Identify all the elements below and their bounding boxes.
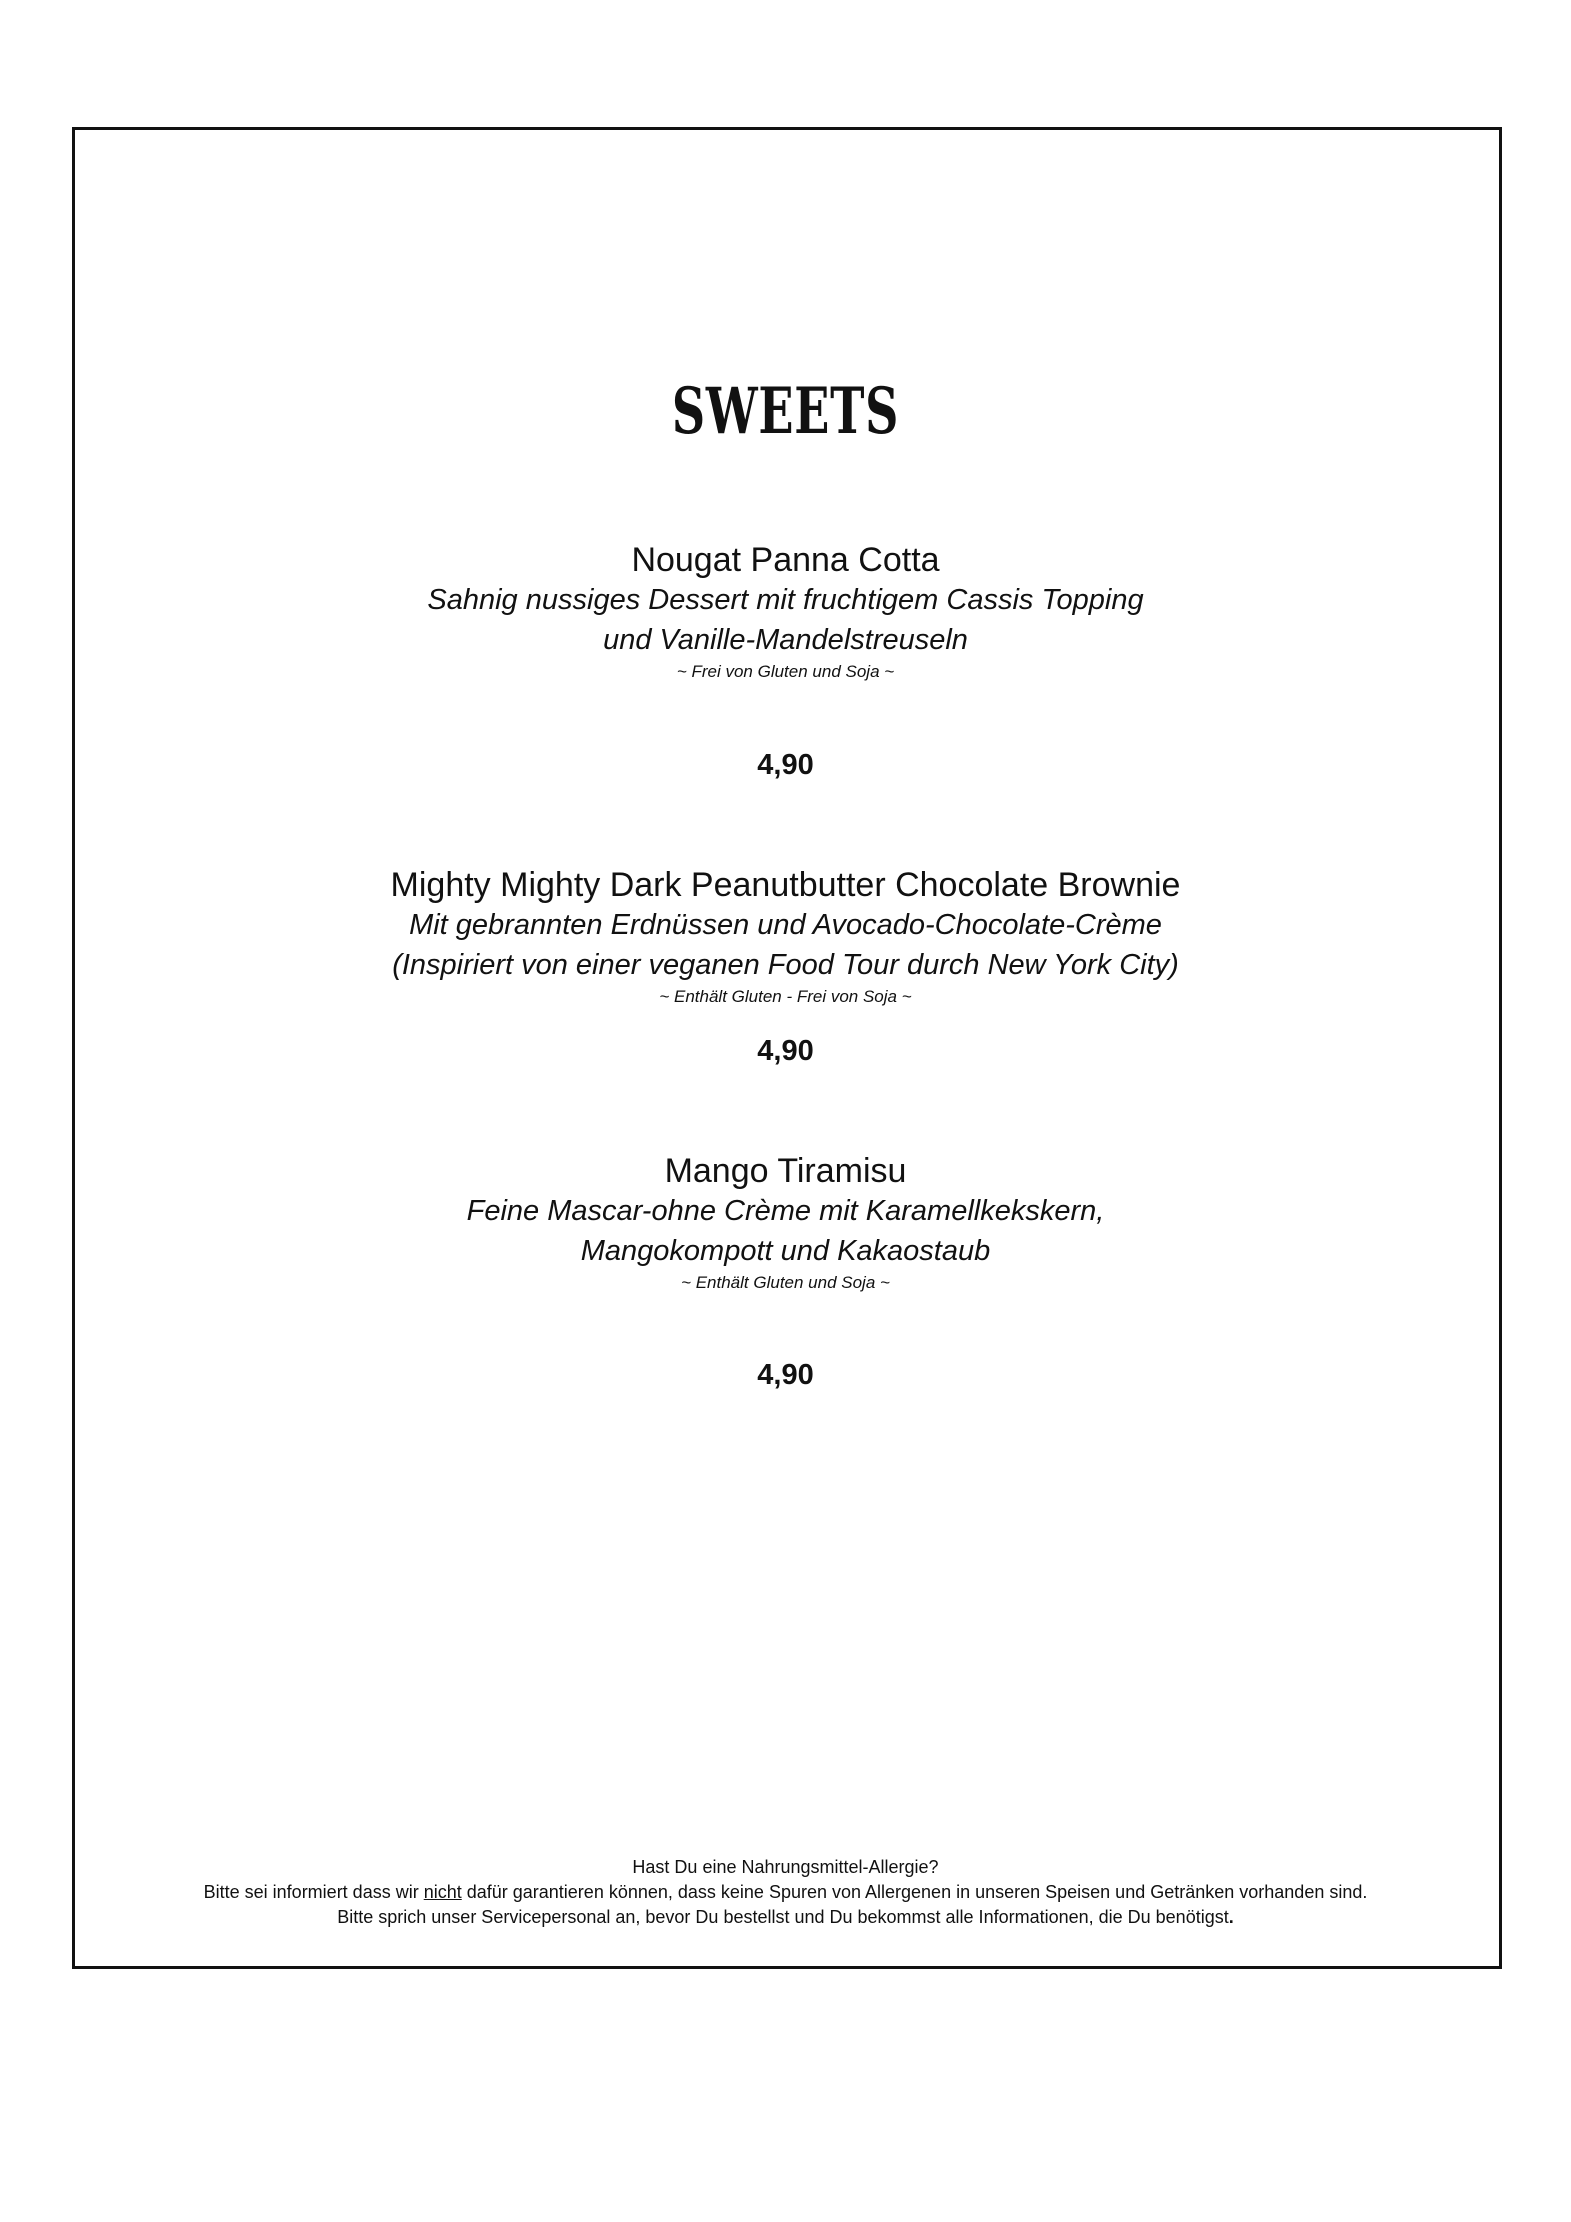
item-description-line-2: (Inspiriert von einer veganen Food Tour durch New York City) (392, 949, 1179, 981)
notice-emphasis: nicht (423, 1882, 462, 1902)
menu-item-tiramisu (0, 1151, 1571, 1295)
item-price: 4,90 (757, 1035, 814, 1067)
item-name: Mango Tiramisu (664, 1152, 907, 1190)
item-price: 4,90 (757, 1359, 814, 1391)
item-name: Mighty Mighty Dark Peanutbutter Chocolate Brownie (390, 866, 1181, 904)
item-description-line-2: Mangokompott und Kakaostaub (580, 1235, 991, 1267)
item-description-line-1: Mit gebrannten Erdnüssen und Avocado-Chocolate-Crème (409, 909, 1162, 941)
item-name: Nougat Panna Cotta (631, 541, 940, 579)
notice-period: . (1228, 1907, 1234, 1927)
item-allergen-note: ~ Frei von Gluten und Soja ~ (676, 662, 895, 681)
notice-text: dafür garantieren können, dass keine Spuren von Allergenen in unseren Speisen und Getränken vorhanden sind. (461, 1882, 1368, 1902)
item-price: 4,90 (757, 749, 814, 781)
item-allergen-note: ~ Enthält Gluten und Soja ~ (681, 1273, 890, 1292)
allergy-notice-line-2 (0, 1880, 1571, 1905)
notice-text: Bitte sprich unser Servicepersonal an, bevor Du bestellst und Du bekommst alle Informationen, die Du benötigst (337, 1907, 1229, 1927)
allergy-notice (0, 1855, 1571, 1930)
menu-item-brownie (0, 865, 1571, 1009)
page-title: SWEETS (671, 374, 900, 449)
notice-text: Bitte sei informiert dass wir (203, 1882, 424, 1902)
allergy-notice-line-1: Hast Du eine Nahrungsmittel-Allergie? (632, 1857, 939, 1877)
menu-item-panna-cotta (0, 540, 1571, 684)
allergy-notice-line-3 (0, 1905, 1571, 1930)
item-description-line-1: Feine Mascar-ohne Crème mit Karamellkekskern, (466, 1195, 1105, 1227)
item-description-line-1: Sahnig nussiges Dessert mit fruchtigem Cassis Topping (427, 584, 1144, 616)
item-allergen-note: ~ Enthält Gluten - Frei von Soja ~ (659, 987, 912, 1006)
item-description-line-2: und Vanille-Mandelstreuseln (603, 624, 968, 656)
